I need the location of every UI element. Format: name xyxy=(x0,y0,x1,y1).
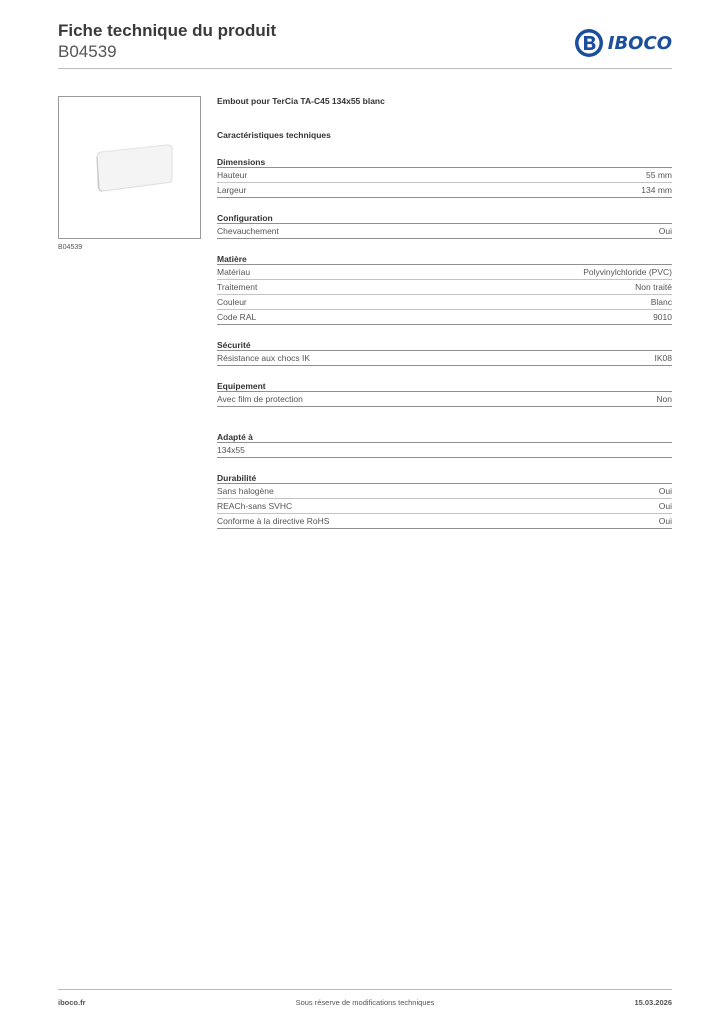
spec-row xyxy=(217,484,672,499)
spec-label: Hauteur xyxy=(217,170,248,180)
spec-row xyxy=(217,443,672,458)
spec-label: Largeur xyxy=(217,185,247,195)
spec-value: 55 mm xyxy=(646,170,672,180)
spec-label: Couleur xyxy=(217,297,247,307)
spec-group-dimensions xyxy=(217,156,672,198)
group-title: Adapté à xyxy=(217,431,672,443)
spec-row xyxy=(217,224,672,239)
footer-divider xyxy=(58,989,672,990)
spec-label: Avec film de protection xyxy=(217,394,303,404)
spec-row xyxy=(217,499,672,514)
spec-row xyxy=(217,351,672,366)
spec-value: Polyvinylchloride (PVC) xyxy=(583,267,672,277)
spec-label: Résistance aux chocs IK xyxy=(217,353,311,363)
spec-group-equipement xyxy=(217,380,672,407)
specifications xyxy=(217,96,672,529)
spec-value: Non traité xyxy=(635,282,672,292)
section-title: Caractéristiques techniques xyxy=(217,130,331,140)
footer-website: iboco.fr xyxy=(58,998,86,1007)
group-title: Equipement xyxy=(217,380,672,392)
spec-row xyxy=(217,280,672,295)
page-header xyxy=(58,20,672,70)
footer-date: 15.03.2026 xyxy=(634,998,672,1007)
spec-label: Sans halogène xyxy=(217,486,274,496)
spec-row xyxy=(217,168,672,183)
end-cap-product-image xyxy=(59,97,202,240)
header-divider xyxy=(58,68,672,69)
group-title: Configuration xyxy=(217,212,672,224)
spec-value: IK08 xyxy=(654,353,672,363)
spec-label: Traitement xyxy=(217,282,258,292)
group-title: Sécurité xyxy=(217,339,672,351)
image-caption: B04539 xyxy=(58,244,83,251)
spec-row xyxy=(217,514,672,529)
group-title: Matière xyxy=(217,253,672,265)
iboco-logo-icon xyxy=(574,28,604,58)
logo-wordmark: IBOCO xyxy=(607,32,672,54)
group-title: Dimensions xyxy=(217,156,672,168)
spec-group-adapte xyxy=(217,431,672,458)
spec-label: 134x55 xyxy=(217,445,245,455)
product-image xyxy=(58,96,201,239)
spec-row xyxy=(217,295,672,310)
spec-value: Blanc xyxy=(650,297,672,307)
product-reference: B04539 xyxy=(58,42,117,61)
spec-label: Conforme à la directive RoHS xyxy=(217,516,330,526)
group-title: Durabilité xyxy=(217,472,672,484)
page-title: Fiche technique du produit xyxy=(58,21,277,40)
spec-group-securite xyxy=(217,339,672,366)
spec-value: Oui xyxy=(658,226,672,236)
spec-label: Matériau xyxy=(217,267,251,277)
spec-value: Non xyxy=(656,394,672,404)
spec-value: Oui xyxy=(658,516,672,526)
spec-group-configuration xyxy=(217,212,672,239)
spec-label: Code RAL xyxy=(217,312,257,322)
spec-group-durabilite xyxy=(217,472,672,529)
spec-label: Chevauchement xyxy=(217,226,279,236)
footer-disclaimer: Sous réserve de modifications techniques xyxy=(295,998,435,1007)
product-name: Embout pour TerCia TA-C45 134x55 blanc xyxy=(217,96,385,106)
spec-row xyxy=(217,310,672,325)
spec-value: 9010 xyxy=(653,312,672,322)
spec-row xyxy=(217,265,672,280)
spec-value: Oui xyxy=(658,486,672,496)
spec-group-matiere xyxy=(217,253,672,325)
spec-label: REACh-sans SVHC xyxy=(217,501,293,511)
spec-value: 134 mm xyxy=(641,185,672,195)
spec-row xyxy=(217,392,672,407)
spec-row xyxy=(217,183,672,198)
iboco-logo xyxy=(574,28,672,58)
spec-value: Oui xyxy=(658,501,672,511)
